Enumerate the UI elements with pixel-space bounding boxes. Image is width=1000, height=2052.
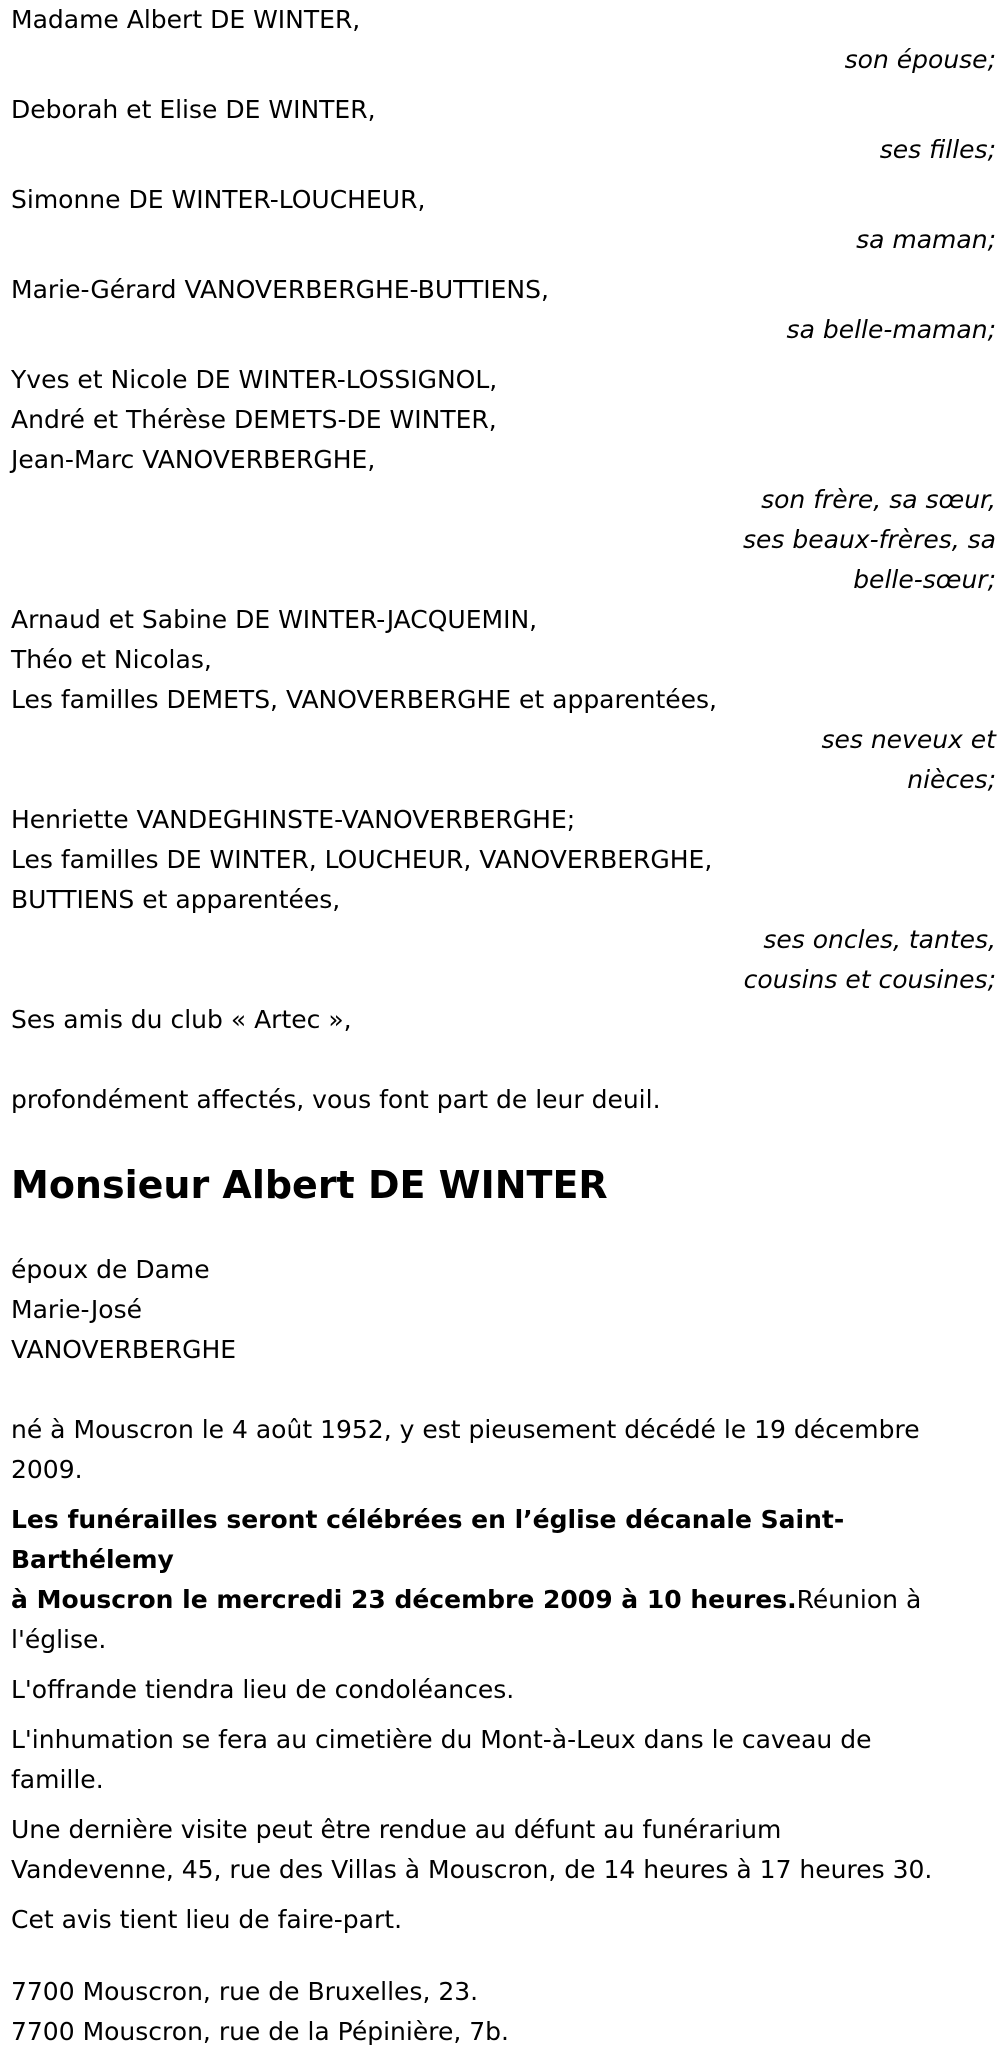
family-relation: son épouse; xyxy=(844,45,996,74)
funeral-reunion: Réunion à xyxy=(796,1585,922,1614)
deceased-name: Monsieur Albert DE WINTER xyxy=(11,1163,608,1207)
family-relation: sa maman; xyxy=(856,225,996,254)
family-group xyxy=(11,90,996,170)
address-line: 7700 Mouscron, rue de la Pépinière, 7b. xyxy=(11,2017,509,2046)
family-names: Arnaud et Sabine DE WINTER-JACQUEMIN, xyxy=(11,605,538,634)
family-group xyxy=(11,360,996,600)
burial-line: L'inhumation se fera au cimetière du Mont-à-Leux dans le caveau de xyxy=(11,1725,872,1754)
family-group xyxy=(11,800,996,1000)
family-relation: sa belle-maman; xyxy=(786,315,996,344)
family-group xyxy=(11,600,996,800)
offering: L'offrande tiendra lieu de condoléances. xyxy=(11,1675,515,1704)
family-names: Deborah et Elise DE WINTER, xyxy=(11,95,376,124)
family-names: Henriette VANDEGHINSTE-VANOVERBERGHE; xyxy=(11,805,576,834)
burial-info xyxy=(11,1720,996,1800)
visit-line: Une dernière visite peut être rendue au défunt au funérarium xyxy=(11,1815,782,1844)
spouse-line: Marie-José xyxy=(11,1295,142,1324)
family-relation: nièces; xyxy=(907,765,996,794)
family-relation: ses filles; xyxy=(879,135,996,164)
family-names: André et Thérèse DEMETS-DE WINTER, xyxy=(11,405,497,434)
visit-info xyxy=(11,1810,996,1890)
funeral-bold-line: à Mouscron le mercredi 23 décembre 2009 à 10 heures. xyxy=(11,1585,797,1614)
burial-line: famille. xyxy=(11,1765,104,1794)
family-relation: ses neveux et xyxy=(821,725,996,754)
family-names: BUTTIENS et apparentées, xyxy=(11,885,341,914)
notice: Cet avis tient lieu de faire-part. xyxy=(11,1905,403,1934)
family-relation: ses oncles, tantes, xyxy=(763,925,996,954)
family-relation: ses beaux-frères, sa xyxy=(743,525,996,554)
family-names: Marie-Gérard VANOVERBERGHE-BUTTIENS, xyxy=(11,275,549,304)
family-names: Yves et Nicole DE WINTER-LOSSIGNOL, xyxy=(11,365,498,394)
family-group xyxy=(11,270,996,350)
birth-death-line: 2009. xyxy=(11,1455,83,1484)
spouse-line: VANOVERBERGHE xyxy=(11,1335,237,1364)
funeral-info xyxy=(11,1500,996,1660)
address-line: 7700 Mouscron, rue de Bruxelles, 23. xyxy=(11,1977,479,2006)
spouse-block xyxy=(11,1250,996,1370)
family-names: Madame Albert DE WINTER, xyxy=(11,5,361,34)
family-group xyxy=(11,0,996,80)
friends-line: Ses amis du club « Artec », xyxy=(11,1005,352,1034)
addresses xyxy=(11,1972,996,2052)
family-relation: cousins et cousines; xyxy=(743,965,996,994)
visit-line: Vandevenne, 45, rue des Villas à Mouscron, de 14 heures à 17 heures 30. xyxy=(11,1855,933,1884)
spouse-line: époux de Dame xyxy=(11,1255,210,1284)
funeral-bold-line: Les funérailles seront célébrées en l’église décanale Saint-Barthélemy xyxy=(11,1505,845,1574)
birth-death xyxy=(11,1410,996,1490)
intro-line: profondément affectés, vous font part de leur deuil. xyxy=(11,1085,661,1114)
birth-death-line: né à Mouscron le 4 août 1952, y est pieusement décédé le 19 décembre xyxy=(11,1415,920,1444)
family-names: Théo et Nicolas, xyxy=(11,645,212,674)
family-group xyxy=(11,180,996,260)
funeral-reunion-2: l'église. xyxy=(11,1625,107,1654)
family-names: Jean-Marc VANOVERBERGHE, xyxy=(11,445,376,474)
family-names: Les familles DEMETS, VANOVERBERGHE et apparentées, xyxy=(11,685,717,714)
family-names: Les familles DE WINTER, LOUCHEUR, VANOVERBERGHE, xyxy=(11,845,713,874)
family-relation: son frère, sa sœur, xyxy=(761,485,996,514)
family-relation: belle-sœur; xyxy=(853,565,996,594)
family-names: Simonne DE WINTER-LOUCHEUR, xyxy=(11,185,426,214)
